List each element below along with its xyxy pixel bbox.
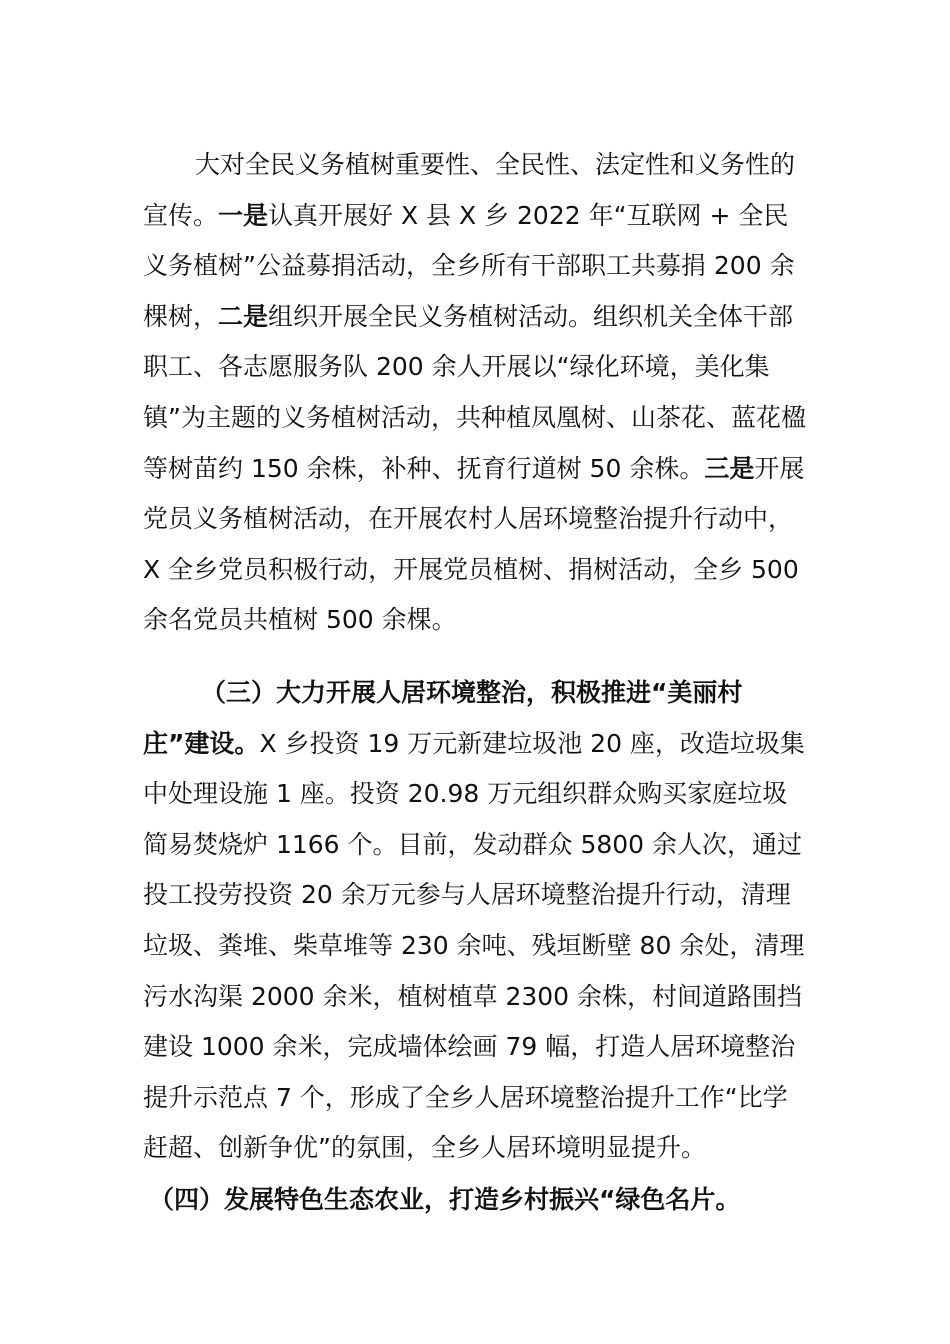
paragraph-environment bbox=[143, 668, 808, 1174]
paragraph-text: 组织开展全民义务植树活动。组织机关全体干部职工、各志愿服务队 200 余人开展以“绿化环境，美化集镇”为主题的义务植树活动，共种植凤凰树、山茶花、蓝花楹等树苗约 150 余株，补种、抚育行道树 50 余株。 bbox=[143, 301, 806, 483]
bold-marker-second: 二是 bbox=[218, 301, 269, 331]
paragraph-text: 认真开展好 X 县 X 乡 2022 年“互联网 + 全民义务植树”公益募捐活动，全乡所有干部职工共募捐 200 余棵树， bbox=[143, 200, 795, 331]
bold-marker-first: 一是 bbox=[218, 200, 269, 230]
paragraph-agriculture bbox=[149, 1175, 814, 1226]
paragraph-tree-planting bbox=[143, 140, 808, 646]
section-heading-four: （四）发展特色生态农业，打造乡村振兴“绿色名片。 bbox=[149, 1185, 741, 1214]
paragraph-text: X 乡投资 19 万元新建垃圾池 20 座，改造垃圾集中处理设施 1 座。投资 20.98 万元组织群众购买家庭垃圾简易焚烧炉 1166 个。目前，发动群众 5800 余人次，通过投工投劳投资 20 余万元参与人居环境整治提升行动，清理垃圾、粪堆、柴草堆等 230 余吨、残垣断壁 80 余处，清理污水沟渠 2000 余米，植树植草 2300 余株，村间道路围挡建设 1000 余米，完成墙体绘画 79 幅，打造人居环境整治提升示范点 7 个，形成了全乡人居环境整治提升工作“比学赶超、创新争优”的氛围，全乡人居环境明显提升。 bbox=[143, 728, 805, 1163]
bold-marker-third: 三是 bbox=[704, 453, 755, 483]
paragraph-text: 大对全民义务植树重要性、全民性、法定性和义务性的宣传。 bbox=[143, 150, 796, 230]
section-heading-three: （三）大力开展人居环境整治，积极推进“美丽村庄”建设。 bbox=[143, 678, 743, 758]
paragraph-text: 开展党员义务植树活动，在开展农村人居环境整治提升行动中，X 全乡党员积极行动，开展党员植树、捐树活动，全乡 500 余名党员共植树 500 余棵。 bbox=[143, 453, 807, 635]
